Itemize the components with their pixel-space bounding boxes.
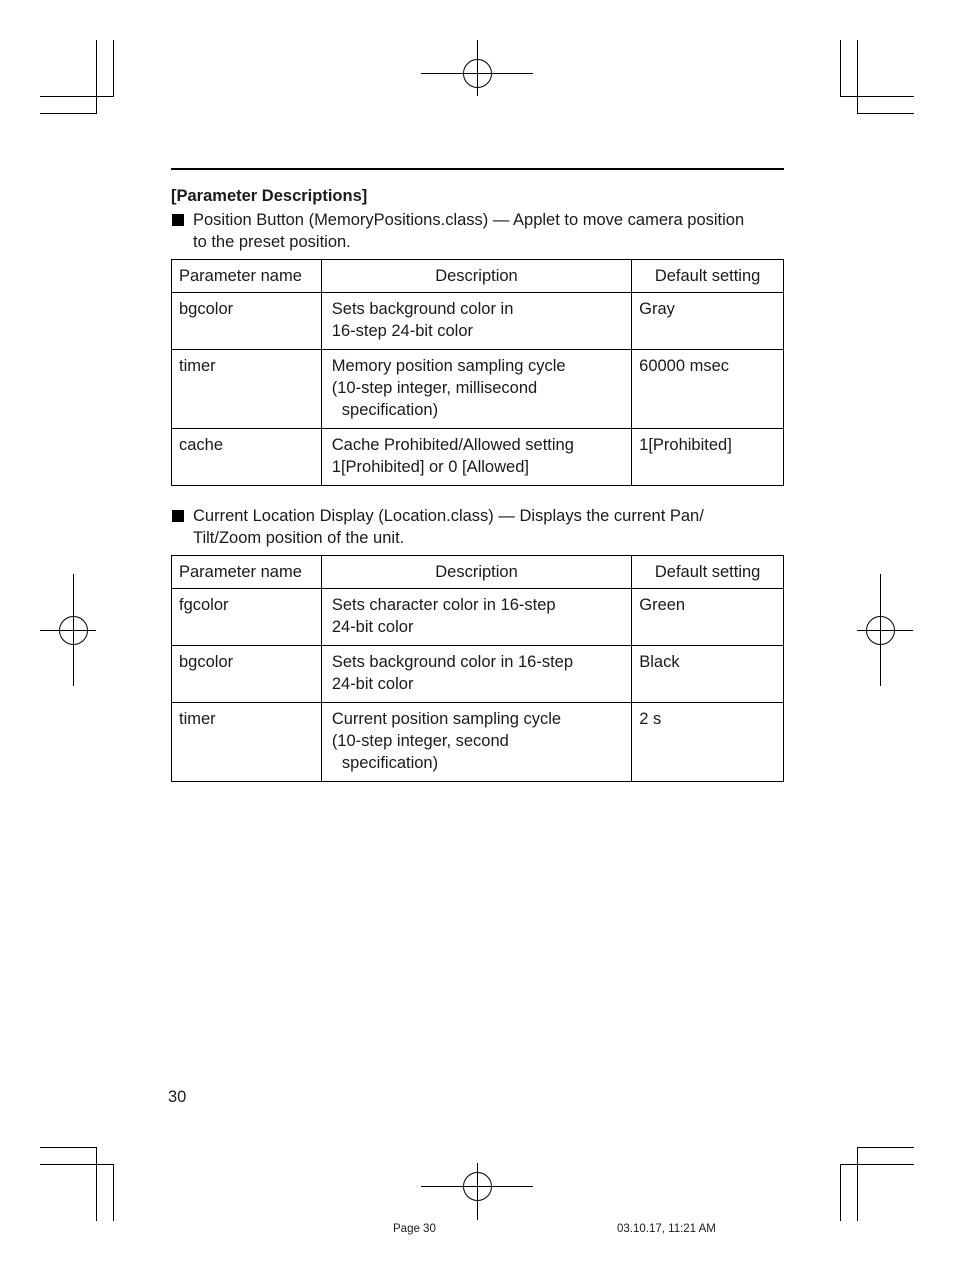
description-line: Sets character color in 16-step [331, 596, 556, 614]
default-cell: Gray [632, 293, 784, 350]
description-line: specification) [341, 401, 439, 419]
description-cell [321, 589, 631, 646]
column-header: Parameter name [172, 260, 322, 293]
intro-line: Current Location Display (Location.class) — Displays the current Pan/ [193, 507, 704, 525]
crop-mark-line [840, 96, 914, 97]
crop-mark-line [857, 40, 858, 114]
description-line: 24-bit color [331, 675, 414, 693]
table-row [172, 589, 784, 646]
footer-datetime: 03.10.17, 11:21 AM [617, 1223, 716, 1235]
crop-mark-line [113, 40, 114, 97]
default-cell: 1[Prohibited] [632, 429, 784, 486]
description-line: (10-step integer, millisecond [331, 379, 538, 397]
description-line: Sets background color in 16-step [331, 653, 574, 671]
bullet-paragraph-memory-positions [171, 209, 784, 253]
table-row [172, 293, 784, 350]
table-row [172, 703, 784, 782]
description-line: specification) [341, 754, 439, 772]
description-line: (10-step integer, second [331, 732, 509, 750]
description-cell [321, 293, 631, 350]
column-header: Description [321, 556, 631, 589]
table-header-row [172, 556, 784, 589]
intro-line: to the preset position. [193, 233, 351, 251]
crop-mark-line [96, 1147, 97, 1221]
param-name-cell: bgcolor [172, 646, 322, 703]
parameter-table-memory-positions [171, 259, 784, 486]
description-cell [321, 646, 631, 703]
param-name-cell: fgcolor [172, 589, 322, 646]
crop-mark-line [40, 96, 114, 97]
column-header: Default setting [632, 556, 784, 589]
param-name-cell: timer [172, 350, 322, 429]
description-cell [321, 703, 631, 782]
crop-mark-line [96, 40, 97, 114]
default-cell: 2 s [632, 703, 784, 782]
description-cell [321, 350, 631, 429]
description-line: 1[Prohibited] or 0 [Allowed] [331, 458, 529, 476]
description-cell [321, 429, 631, 486]
crop-mark-line [840, 1164, 914, 1165]
default-cell: Black [632, 646, 784, 703]
column-header: Description [321, 260, 631, 293]
page-number: 30 [168, 1088, 187, 1106]
square-bullet-icon [172, 214, 184, 226]
param-name-cell: timer [172, 703, 322, 782]
description-line: Memory position sampling cycle [331, 357, 566, 375]
crop-mark-line [840, 1164, 841, 1221]
param-name-cell: cache [172, 429, 322, 486]
header-rule [171, 168, 784, 170]
table-row [172, 350, 784, 429]
parameter-table-location [171, 555, 784, 782]
intro-line: Tilt/Zoom position of the unit. [193, 529, 405, 547]
column-header: Parameter name [172, 556, 322, 589]
footer-page-label: Page 30 [393, 1223, 436, 1235]
crop-mark-line [857, 113, 914, 114]
param-name-cell: bgcolor [172, 293, 322, 350]
description-line: 24-bit color [331, 618, 414, 636]
crop-mark-line [857, 1147, 858, 1221]
column-header: Default setting [632, 260, 784, 293]
crop-mark-line [857, 1147, 914, 1148]
crop-mark-line [40, 113, 97, 114]
intro-line: Position Button (MemoryPositions.class) — Applet to move camera position [193, 211, 745, 229]
bullet-paragraph-location [171, 505, 784, 549]
table-row [172, 429, 784, 486]
section-heading: [Parameter Descriptions] [171, 187, 368, 205]
table-row [172, 646, 784, 703]
crop-mark-line [840, 40, 841, 97]
description-line: 16-step 24-bit color [331, 322, 474, 340]
default-cell: 60000 msec [632, 350, 784, 429]
description-line: Current position sampling cycle [331, 710, 562, 728]
crop-mark-line [40, 1164, 114, 1165]
description-line: Sets background color in [331, 300, 514, 318]
crop-mark-line [113, 1164, 114, 1221]
crop-mark-line [40, 1147, 97, 1148]
description-line: Cache Prohibited/Allowed setting [331, 436, 574, 454]
default-cell: Green [632, 589, 784, 646]
square-bullet-icon [172, 510, 184, 522]
table-header-row [172, 260, 784, 293]
